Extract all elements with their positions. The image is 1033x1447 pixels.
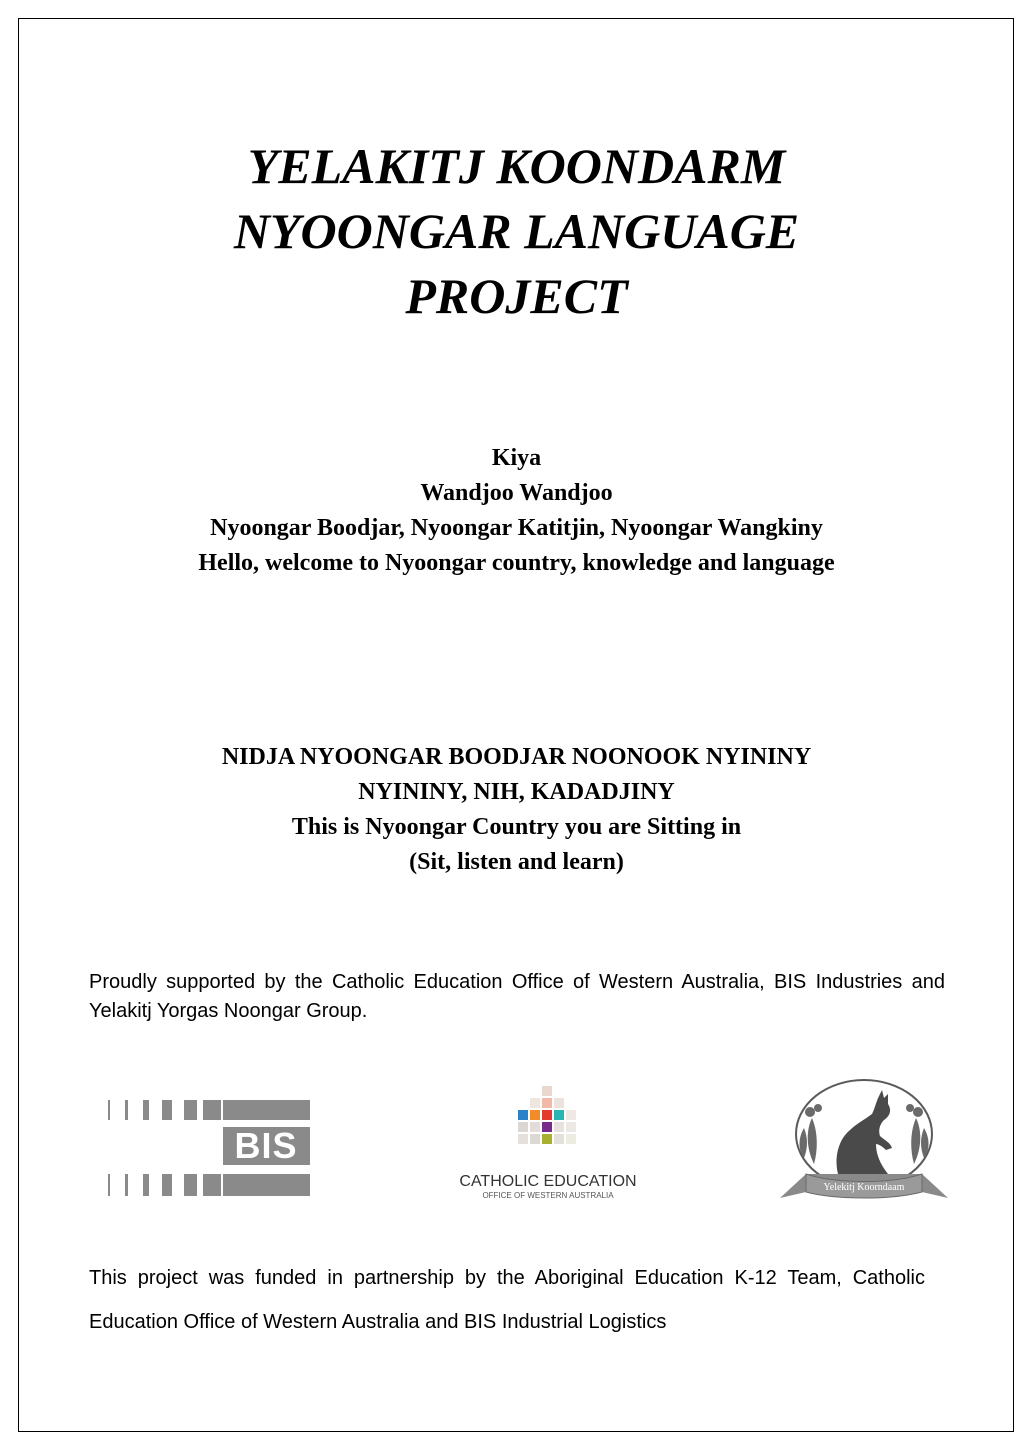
greeting-line-3: Nyoongar Boodjar, Nyoongar Katitjin, Nyoongar Wangkiny [210,515,823,541]
acknowledgement-line-2: NYININY, NIH, KADADJINY [358,779,675,805]
acknowledgement-line-3: This is Nyoongar Country you are Sitting in [291,814,742,840]
bis-logo-text: BIS [234,1125,298,1166]
catholic-education-name: CATHOLIC EDUCATION [459,1173,637,1190]
greeting-line-1: Kiya [491,445,542,471]
catholic-education-logo [450,1084,646,1204]
funded-text: This project was funded in partnership by the Aboriginal Education K-12 Team, Catholic Education Office of Western Australia and BIS Industrial Logistics [89,1267,925,1333]
greeting-block [0,441,1033,581]
yelakitj-banner-text: Yelekitj Koorndaam [823,1182,905,1193]
greeting-line-4: Hello, welcome to Nyoongar country, knowledge and language [198,550,835,576]
yelakitj-koorndaam-logo [776,1078,952,1210]
support-text: Proudly supported by the Catholic Education Office of Western Australia, BIS Industries and Yelakitj Yorgas Noongar Group. [89,971,945,1022]
catholic-education-subtitle: OFFICE OF WESTERN AUSTRALIA [482,1191,614,1200]
acknowledgement-line-1: NIDJA NYOONGAR BOODJAR NOONOOK NYININY [221,744,812,770]
acknowledgement-block [0,740,1033,880]
title-line-3: PROJECT [405,268,628,324]
title-line-2: NYOONGAR LANGUAGE [233,203,800,259]
cross-mosaic-icon [518,1086,576,1144]
acknowledgement-line-4: (Sit, listen and learn) [409,849,624,875]
title-line-1: YELAKITJ KOONDARM [247,138,786,194]
bis-logo [105,1098,311,1198]
greeting-line-2: Wandjoo Wandjoo [420,480,613,506]
page-title [0,134,1033,329]
